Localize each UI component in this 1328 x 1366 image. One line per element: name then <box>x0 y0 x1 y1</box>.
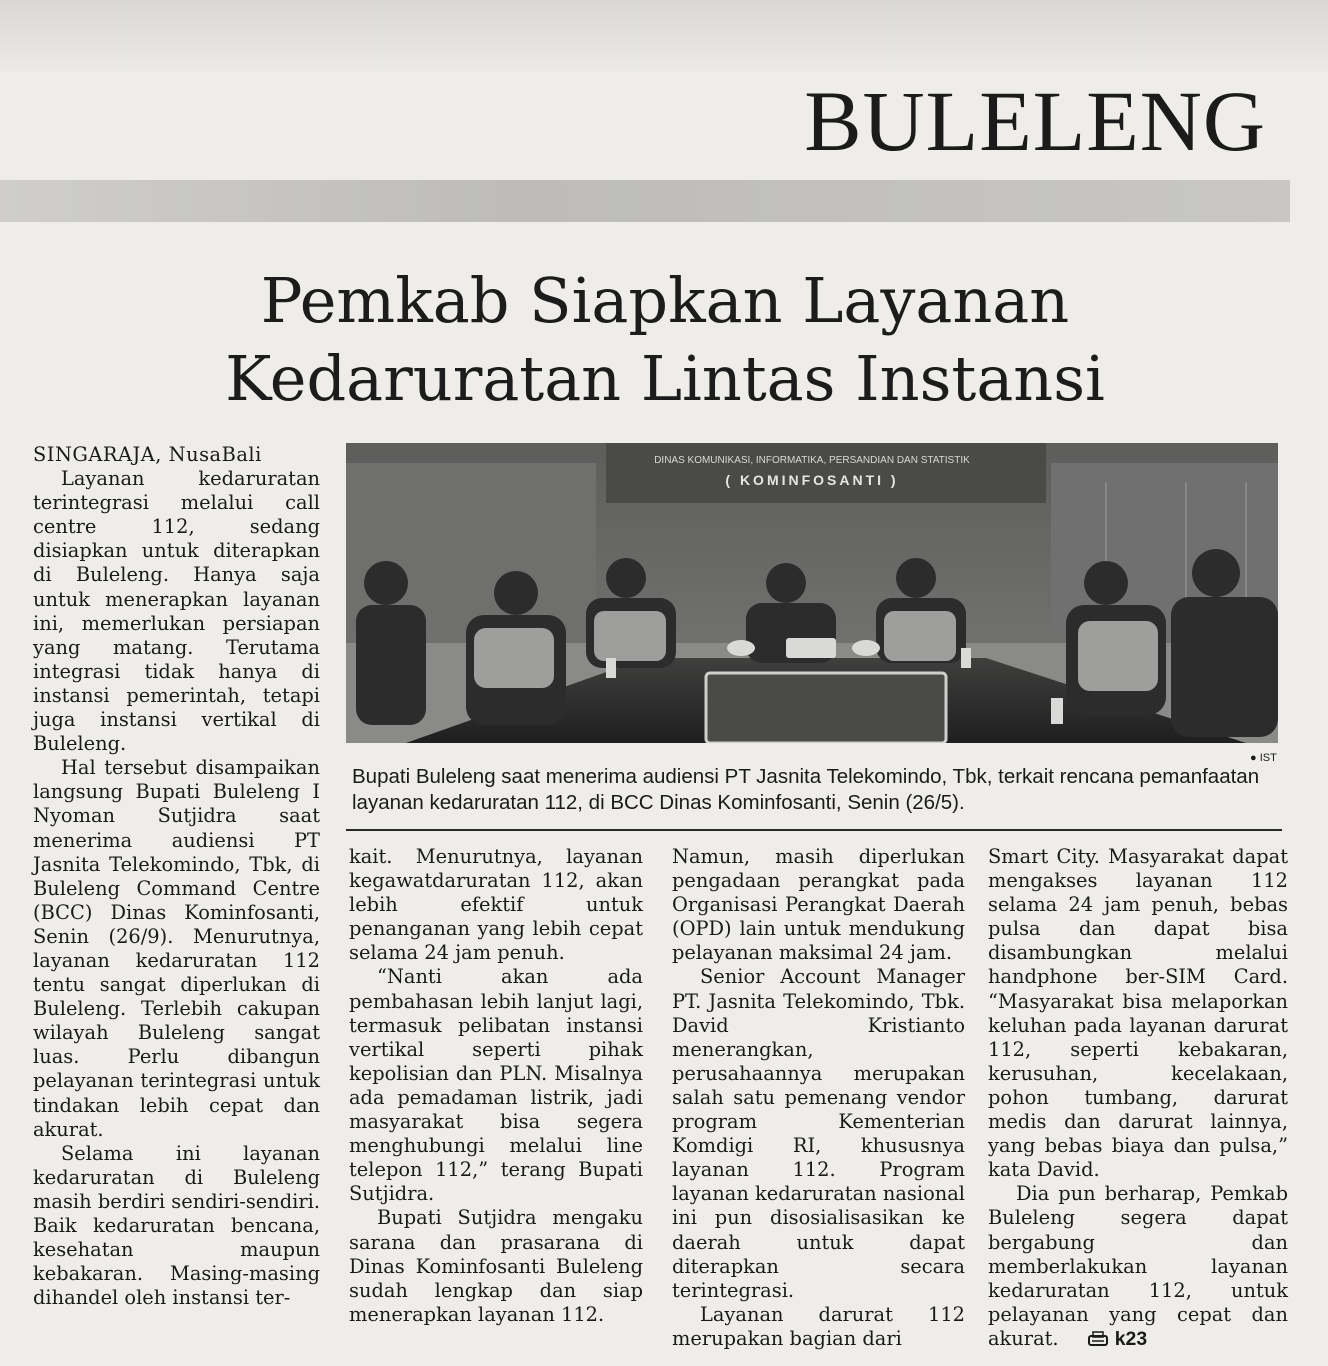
closing-text: Dia pun berharap, Pemkab Buleleng segera dapat bergabung dan memberlakukan layanan kedaruratan 112, untuk pelayanan yang cepat dan akurat. <box>988 1182 1288 1350</box>
article-column-2 <box>349 845 643 1327</box>
dateline: SINGARAJA, NusaBali <box>33 443 262 466</box>
photo-credit-text: IST <box>1259 752 1277 764</box>
photo-credit: ● IST <box>1250 752 1277 764</box>
photo-wall-text-2: ( KOMINFOSANTI ) <box>725 472 899 488</box>
headline <box>40 262 1290 418</box>
headline-line-2: Kedaruratan Lintas Instansi <box>225 342 1105 415</box>
paragraph: Namun, masih diperlukan pengadaan perangkat pada Organisasi Perangkat Daerah (OPD) lain untuk mendukung pelayanan maksimal 24 jam. <box>672 845 965 965</box>
paragraph: Layanan kedaruratan terintegrasi melalui call centre 112, sedang disiapkan untuk diterapkan di Buleleng. Hanya saja untuk menerapkan layanan ini, memerlukan persiapan yang matang. Terutama integrasi tidak hanya di instansi pemerintah, tetapi juga instansi vertikal di Buleleng. <box>33 467 320 756</box>
author-code: k23 <box>1114 1327 1148 1350</box>
paragraph <box>988 1182 1288 1353</box>
article-column-1 <box>33 443 320 1310</box>
paragraph: Layanan darurat 112 merupakan bagian dari <box>672 1302 965 1350</box>
paragraph: kait. Menurutnya, layanan kegawatdaruratan 112, akan lebih efektif untuk penanganan yang lebih cepat selama 24 jam penuh. <box>349 845 643 965</box>
news-photo <box>346 443 1278 743</box>
section-label: BULELENG <box>804 73 1266 169</box>
headline-line-1: Pemkab Siapkan Layanan <box>260 264 1070 337</box>
caption-rule <box>346 829 1282 831</box>
photo-caption: Bupati Buleleng saat menerima audiensi PT Jasnita Telekomindo, Tbk, terkait rencana pemanfaatan layanan kedaruratan 112, di BCC Dinas Kominfosanti, Senin (26/5). <box>352 765 1260 814</box>
typewriter-icon <box>1059 1329 1109 1353</box>
page-top-band <box>0 0 1328 72</box>
paragraph: “Nanti akan ada pembahasan lebih lanjut lagi, termasuk pelibatan instansi vertikal seperti pihak kepolisian dan PLN. Misalnya ada pemadaman listrik, jadi masyarakat bisa segera menghubungi melalui line telepon 112,” terang Bupati Sutjidra. <box>349 965 643 1206</box>
article-column-3 <box>672 845 965 1351</box>
paragraph: Senior Account Manager PT. Jasnita Telekomindo, Tbk. David Kristianto menerangkan, perusahaannya merupakan salah satu pemenang vendor program Kementerian Komdigi RI, khususnya layanan 112. Program layanan kedaruratan nasional ini pun disosialisasikan ke daerah untuk dapat diterapkan secara terintegrasi. <box>672 965 965 1302</box>
meeting-photo-illustration <box>346 443 1278 743</box>
photo-wall-text-1: DINAS KOMUNIKASI, INFORMATIKA, PERSANDIAN DAN STATISTIK <box>654 455 970 466</box>
paragraph: Bupati Sutjidra mengaku sarana dan prasarana di Dinas Kominfosanti Buleleng sudah lengkap dan siap menerapkan layanan 112. <box>349 1206 643 1326</box>
article-column-4 <box>988 845 1288 1353</box>
section-divider-bar <box>0 180 1290 222</box>
paragraph: Hal tersebut disampaikan langsung Bupati Buleleng I Nyoman Sutjidra saat menerima audiensi PT Jasnita Telekomindo, Tbk, di Buleleng Command Centre (BCC) Dinas Kominfosanti, Senin (26/9). Menurutnya, layanan kedaruratan 112 tentu sangat diperlukan di Buleleng. Terlebih cakupan wilayah Buleleng sangat luas. Perlu dibangun pelayanan terintegrasi untuk tindakan lebih cepat dan akurat. <box>33 756 320 1141</box>
paragraph: Smart City. Masyarakat dapat mengakses layanan 112 selama 24 jam penuh, bebas pulsa dan dapat bisa disambungkan melalui handphone ber-SIM Card. “Masyarakat bisa melaporkan keluhan pada layanan darurat 112, seperti kebakaran, kerusuhan, kecelakaan, pohon tumbang, darurat medis dan darurat lainnya, yang bebas biaya dan pulsa,” kata David. <box>988 845 1288 1182</box>
paragraph: Selama ini layanan kedaruratan di Buleleng masih berdiri sendiri-sendiri. Baik kedaruratan bencana, kesehatan maupun kebakaran. Masing-masing dihandel oleh instansi ter- <box>33 1141 320 1310</box>
